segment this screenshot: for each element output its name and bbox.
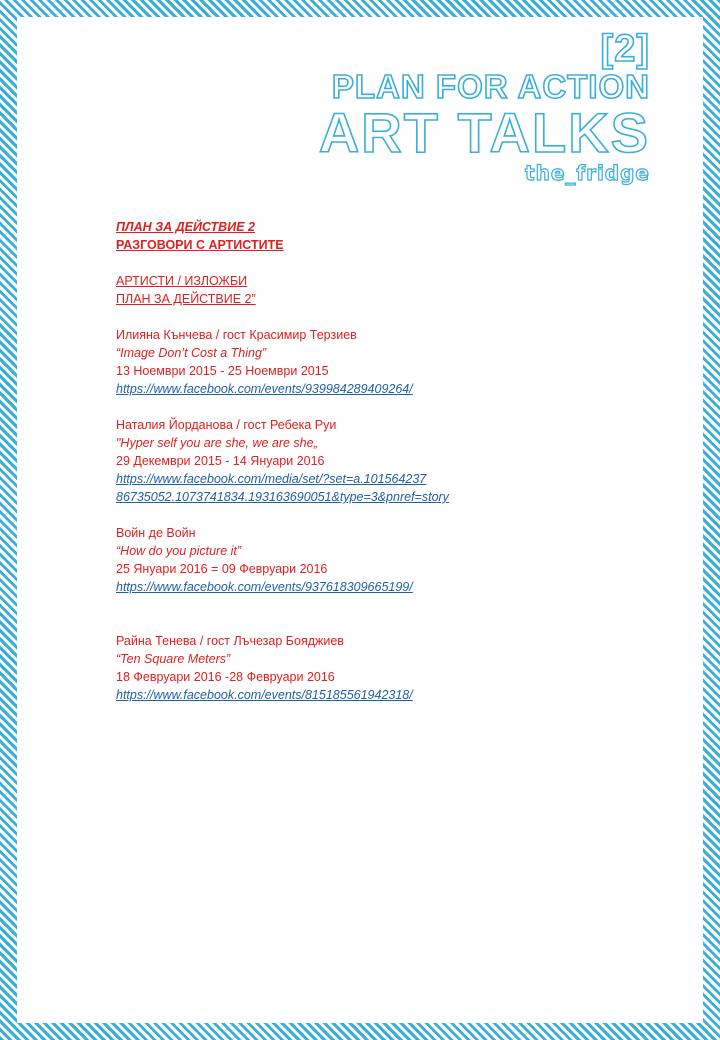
event-dates: 25 Януари 2016 = 09 Февруари 2016: [116, 562, 328, 576]
event-link[interactable]: https://www.facebook.com/events/815185561942318/: [116, 688, 413, 702]
event-link[interactable]: https://www.facebook.com/events/939984289409264/: [116, 382, 413, 396]
heading-plan: ПЛАН ЗА ДЕЙСТВИЕ 2: [116, 220, 255, 234]
masthead: [319, 30, 650, 183]
event-title: “Ten Square Meters”: [116, 652, 231, 666]
event-title: “How do you picture it”: [116, 544, 242, 558]
event-title: “Image Don’t Cost a Thing”: [116, 346, 267, 360]
event-entry: [116, 326, 656, 398]
issue-number: [2]: [600, 28, 650, 70]
event-artists: Илияна Кънчева / гост Красимир Терзиев: [116, 328, 357, 342]
event-dates: 13 Ноември 2015 - 25 Ноември 2015: [116, 364, 329, 378]
heading-talks: РАЗГОВОРИ С АРТИСТИТЕ: [116, 238, 284, 252]
event-artists: Наталия Йорданова / гост Ребека Руи: [116, 418, 337, 432]
event-entry: [116, 524, 656, 596]
subheading-plan: ПЛАН ЗА ДЕЙСТВИЕ 2”: [116, 292, 256, 306]
event-artists: Райна Тенева / гост Лъчезар Бояджиев: [116, 634, 344, 648]
event-link[interactable]: https://www.facebook.com/media/set/?set=a.101564237: [116, 472, 427, 486]
masthead-plan-for-action: PLAN FOR ACTION: [331, 68, 650, 105]
event-entry: [116, 416, 656, 506]
subheading-artists: АРТИСТИ / ИЗЛОЖБИ: [116, 274, 248, 288]
brand-logo-text: the_fridge: [525, 161, 650, 185]
masthead-art-talks: ART TALKS: [318, 101, 650, 164]
event-dates: 18 Февруари 2016 -28 Февруари 2016: [116, 670, 335, 684]
event-link[interactable]: https://www.facebook.com/events/937618309665199/: [116, 580, 413, 594]
event-entry: [116, 632, 656, 704]
event-link-continued[interactable]: 86735052.1073741834.193163690051&type=3&pnref=story: [116, 490, 449, 504]
document-body: [116, 218, 656, 704]
event-title: "Hyper self you are she, we are she„: [116, 436, 318, 450]
event-dates: 29 Декември 2015 - 14 Януари 2016: [116, 454, 325, 468]
event-artists: Войн де Войн: [116, 526, 196, 540]
